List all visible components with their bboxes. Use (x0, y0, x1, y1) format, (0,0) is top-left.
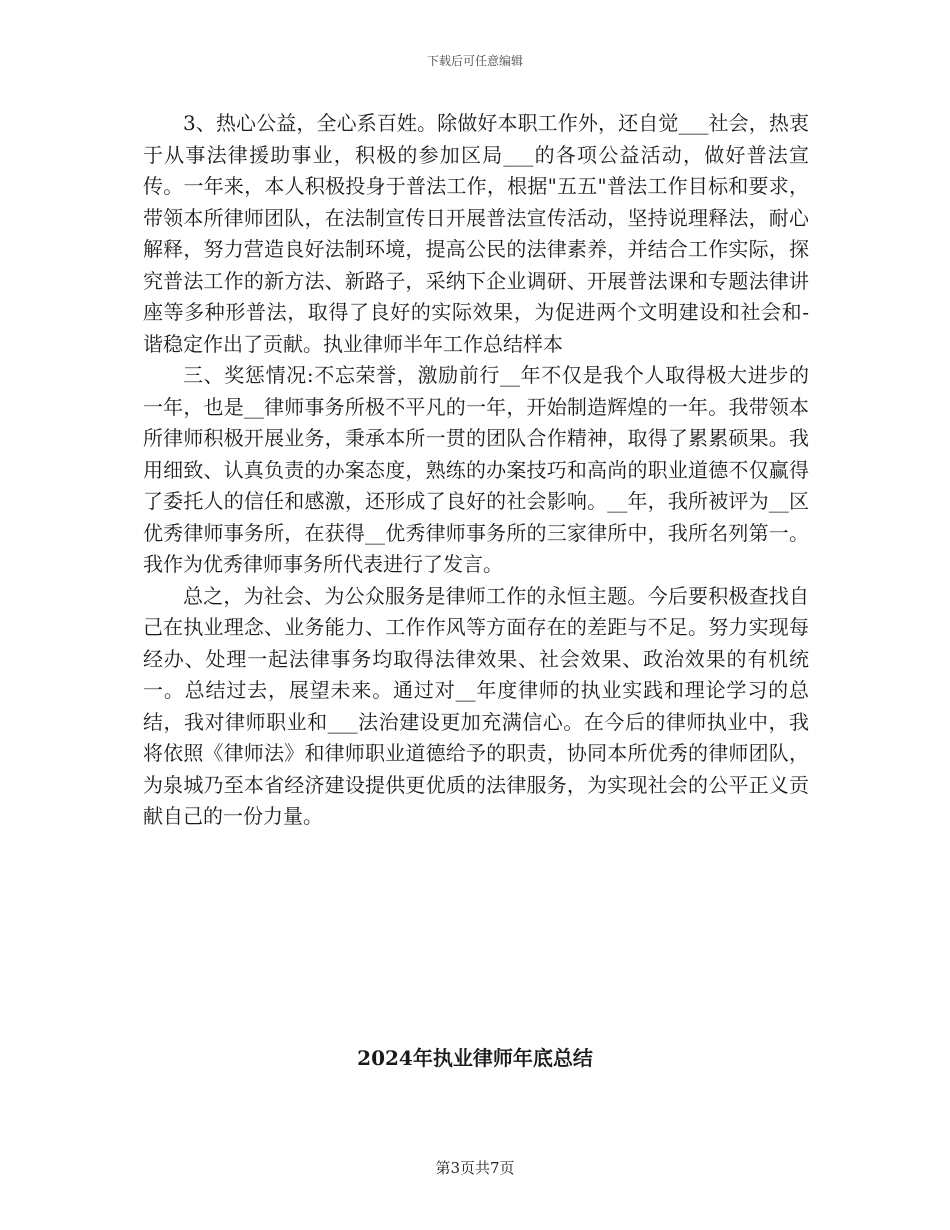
paragraph-conclusion: 总之，为社会、为公众服务是律师工作的永恒主题。今后要积极查找自己在执业理念、业务能力、工作作风等方面存在的差距与不足。努力实现每经办、处理一起法律事务均取得法律效果、社会效果、政治效果的有机统一。总结过去，展望未来。通过对__年度律师的执业实践和理论学习的总结，我对律师职业和___法治建设更加充满信心。在今后的律师执业中，我将依照《律师法》和律师职业道德给予的职责，协同本所优秀的律师团队，为泉城乃至本省经济建设提供更优质的法律服务，为实现社会的公平正义贡献自己的一份力量。 (143, 583, 809, 828)
section-title: 2024年执业律师年底总结 (357, 1046, 593, 1070)
page-header-note: 下载后可任意编辑 (426, 54, 523, 68)
paragraph-public-welfare: 3、热心公益，全心系百姓。除做好本职工作外，还自觉___社会，热衷于从事法律援助事业，积极的参加区局___的各项公益活动，做好普法宣传。一年来，本人积极投身于普法工作，根据"五五"普法工作目标和要求，带领本所律师团队，在法制宣传日开展普法宣传活动，坚持说理释法，耐心解释，努力营造良好法制环境，提高公民的法律素养，并结合工作实际，探究普法工作的新方法、新路子，采纳下企业调研、开展普法课和专题法律讲座等多种形普法，取得了良好的实际效果，为促进两个文明建设和社会和-谐稳定作出了贡献。执业律师半年工作总结样本 (143, 111, 809, 356)
paragraph-awards: 三、奖惩情况:不忘荣誉，激励前行__年不仅是我个人取得极大进步的一年，也是__律师事务所极不平凡的一年，开始制造辉煌的一年。我带领本所律师积极开展业务，秉承本所一贯的团队合作精神，取得了累累硕果。我用细致、认真负责的办案态度，熟练的办案技巧和高尚的职业道德不仅赢得了委托人的信任和感激，还形成了良好的社会影响。__年，我所被评为__区优秀律师事务所，在获得__优秀律师事务所的三家律所中，我所名列第一。我作为优秀律师事务所代表进行了发言。 (143, 363, 809, 576)
document-body (143, 108, 809, 833)
page-footer: 第3页共7页 (435, 1159, 515, 1177)
